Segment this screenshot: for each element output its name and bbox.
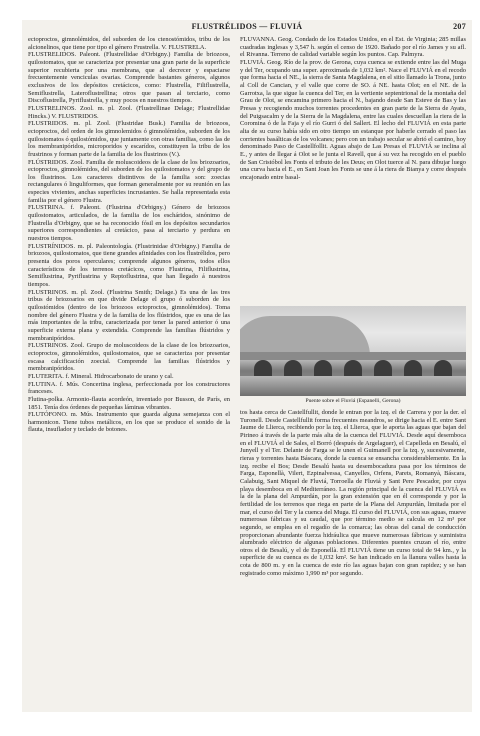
right-column-bottom [240, 409, 466, 709]
bridge-arch [434, 360, 452, 376]
entry-paragraph: FLUSTRIDOS. m. pl. Zool. (Flustridae Busk.) Familia de briozoos, ectoproctos, del orden de los gimnolemidos ó gimnolémidos, suborden de los quilostomatos ó quilostómidos, que juntamente con otras familias, como las de los membranipóridos, microporidos y escarídos, constituyen la tribu de los frustrinos y forman parte de la familia de los flustrinos (V.). [28, 120, 230, 158]
bridge-arch [314, 360, 332, 376]
entry-paragraph: FLUSTRINA. f. Paleont. (Flustrina d'Orbigny.) Género de briozoos quilostomatos, articulados, de la familia de los escháridos, sinónimo de Flustrella d'Orbigny, que se ha reconocido fósil en los depósitos secundarios superiores correspondientes al cretácico, pasa al terciario y perdura en nuestros tiempos. [28, 204, 230, 243]
bridge-photo [240, 306, 466, 396]
entry-paragraph: FLUVIÁ. Geog. Río de la prov. de Gerona, cuya cuenca se extiende entre las del Muga y del Ter, ocupando una super. aproximada de 1,032 km². Nace el FLUVIÁ en el recodo que forma hacia el NE., la sierra de Santa Magdalena, en el sitio llamado la Trona, junto al Coll de Cancian, y el valle que corre de SO. á NE. hasta Olot; en el NE. de la Garrotxa, la que sigue la cuenca del Ter, en la vertiente septentrional de la montaña del Grau de Olot, se encamina primero hacia el N., bajando desde San Esteve de Bas y las Presas y recogiendo muchos torrentes procedentes en gran parte de la Sierra de Ayats, del Puigsacalm y de la Sierra de la Magdalena, entre las cuales descuellan la riera de la Coromina ó de la Faja y el río Gurri ó del Sallert. El lecho del FLUVIÁ en esta parte alta de su curso había sido en otro tiempo un estanque por haberle cerrado el paso las corrientes basálticas de los volcanes; pero con un trabajo secular se abrió el camino, hoy denominado Paso de Castellfollit. Aguas abajo de Las Presas el FLUVIÁ se inclina al E., y antes de llegar á Olot se le junta el Ravell, que á su vez ha recogido en el pueblo de San Cristóbol les Fonts el tributo de les Deus; en Olot tuerce al N. para dibujar luego una curva hacia el E., en Sant Joan les Fonts se une á la riera de Bianya y corre después encajonado entre basal- [240, 58, 466, 181]
entry-paragraph: FLÚSTRIDOS. Zool. Familia de moluscoideos de la clase de los briozoarios, ectoproctos, gimnolémidos, del suborden de los quilostomatos y del grupo de los flustrinos. Los caracteres distintivos de la familia son: zoecias rectangulares ó linguliformes, que forman generalmente por su reunión en las especies vivientes, anchas superficies incrustantes. Se halla representada esta familia por el género Flustra. [28, 158, 230, 204]
photo-caption: Puente sobre el Fluviá (Espanelli, Gerona) [305, 398, 401, 404]
bridge-arch [404, 360, 422, 376]
entry-paragraph: FLUSTRELINOS. Zool. m. pl. Zool. (Flustrellinae Delage; Flustrellidae Hincks.) V. FLUSTRIDOS. [28, 104, 230, 120]
bridge-arch [254, 360, 272, 376]
entry-paragraph: FLUSTRELIDOS. Paleont. (Flustrellidae d'Orbigny.) Familia de briozoos, quilostomatos, que se caracteriza por presentar una gran parte de la superficie superior recubierta por una membrana, que al decrecer y espaciarse frecuentemente venciculas ovarias. Comprende bastantes géneros, algunos exclusivos de los depósitos cretácicos, como: Flustrella, Filiflustrella, Semiflustrella, Lateroflustrellina; otros que pasan al terciario, como Discoflustrella, Pyriflustrella, y muy pocos en nuestros tiempos. [28, 51, 230, 105]
entry-paragraph: Flutina-polka. Armonio-flauta acordeón, inventado por Busson, de París, en 1851. Tenía dos órdenes de pequeñas láminas vibrantes. [28, 395, 230, 411]
right-column-top [240, 36, 466, 302]
entry-paragraph: FLUTINA. f. Mús. Concertina inglesa, perfeccionada por los constructores franceses. [28, 380, 230, 396]
entry-paragraph: FLUTÓFONO. m. Mús. Instrumento que guarda alguna semejanza con el harmonicon. Tiene tubos metálicos, en los que se produce el sonido de la flauta, insuflador y teclado de botones. [28, 411, 230, 434]
river-water [240, 376, 466, 396]
entry-paragraph: ectoproctos, gimnolémidos, del suborden de los ctenostómidos, tribu de los alcionelinos, que tiene por tipo el género Frustrella. V. FLUSTRELA. [28, 36, 230, 51]
left-column [28, 36, 230, 710]
entry-paragraph: FLUVANNA. Geog. Condado de los Estados Unidos, en el Est. de Virginia; 285 millas cuadradas inglesas y 3,547 h. según el censo de 1920. Bañado por el río James y su afl. el Rivanna. Terreno de calidad variable según los puntos. Cap. Palmyra. [240, 36, 466, 59]
bridge-arch [374, 360, 392, 376]
entry-paragraph: FLUSTRÍNIDOS. m. pl. Paleontología. (Flustrinidae d'Orbigny.) Familia de briozoos, quilostomatos, que tiene grandes afinidades con los flustrélidos, pero presenta dos poros operculares; comprende algunos géneros, todos ellos característicos de los terrenos cretácicos, como Flustrina, Filiflustrina, Semiflustrina, Pyriflustrina y Reptoflustrina, que han llegado á nuestros tiempos. [28, 242, 230, 288]
entry-paragraph: FLUTERITA. f. Mineral. Hidrocarbonato de urano y cal. [28, 372, 174, 380]
bridge-arch [344, 360, 362, 376]
entry-paragraph: FLUSTRINOS. m. pl. Zool. (Flustrina Smith; Delage.) Es una de las tres tribus de briozoarios en que divide Delage el grupo ó suborden de los quilostómidos (dentro de los briozoos ectoproctos, gimnolémidos). Toma nombre del género Flustra y de la familia de los flústridos, que es una de las más importantes de la tribu, caracterizada por tener la pared anterior ó una superficie externa plana y extendida. Comprende las familias flústridos y membranipóridos. [28, 288, 230, 342]
running-title: FLUSTRÉLIDOS — FLUVIÁ [191, 22, 303, 31]
page-number: 207 [453, 22, 466, 31]
photo-hill [240, 316, 370, 356]
entry-paragraph: tos hasta cerca de Castellfullit, donde le entran por la izq. el de Carrera y por la der. el Turonell. Desde Castellfullit forma frecuentes meandros, se dirige hacia el E. entre Sant Jaume de Llierca, recibiendo por la izq. el Llierca, que le aporta las aguas que bajan del Pirineo á través de la parte más alta de la cuenca del FLUVIÁ. Desde aquí desemboca en el FLUVIÁ el de Sales, el Borró (después de Argelaguer), el Capelleda en Besalú, el Junyell y el Ter. Delante de Farga se le unen el Guimanell por la izq. y, sucesivamente, rieras y torrentes hasta Báscara, donde la cuenca se ensancha considerablemente. En la izq. recibe el Bos; Desde Besalú hasta su desembocadura pasa por los términos de Farga, Esponellà, Vilert, Ezpinalvessa, Canyelles, Orfens, Parets, Romanyà, Báscara, Calabuig, Sant Miquel de Fluviá, Torroella de Fluviá y Sant Pere Pescador, por cuya playa desemboca en el Mediterráneo. La región principal de la cuenca del FLUVIÁ es la de la plana del Ampurdán, por la gran extensión que en él corresponde y por la fertilidad de los terrenos que riega en parte de la Plana del Ampurdán, limitada por el mar, el curso del Ter y la cuenca del Muga. El curso del FLUVIÁ, con sus aguas, mueve numerosas fábricas y su caudal, que por término medio se calcula en 12 m³ por segundo, se emplea en el regadío de la comarca; las obras del canal de conducción proporcionan abundante fuerza hidráulica que mueve numerosas fábricas y suministra alumbrado eléctrico de algunas poblaciones. Diferentes puentes cruzan el río, entre otros el de Besalú, y el de Esponellà. El FLUVIÁ tiene un curso total de 94 km., y la superficie de su cuenca es de 1,032 km². Se han indicado en la llanura valles hasta la cota de 800 m. y en la cuenca de este río las aguas bajan con gran rapidez; y se han registrado como máximo 1,990 m³ por segundo. [240, 409, 466, 577]
dictionary-page [22, 20, 472, 712]
page-header [22, 20, 472, 34]
bridge-deck [240, 352, 466, 360]
bridge-arch [284, 360, 302, 376]
entry-paragraph: FLUSTRINOS. Zool. Grupo de moluscoideos de la clase de los briozoarios, ectoproctos, gimnolémidos, quilostomatos, que se caracteriza por presentar escasa calcificación zoecial. Comprende las familias flústridos y membranipóridos. [28, 342, 230, 373]
